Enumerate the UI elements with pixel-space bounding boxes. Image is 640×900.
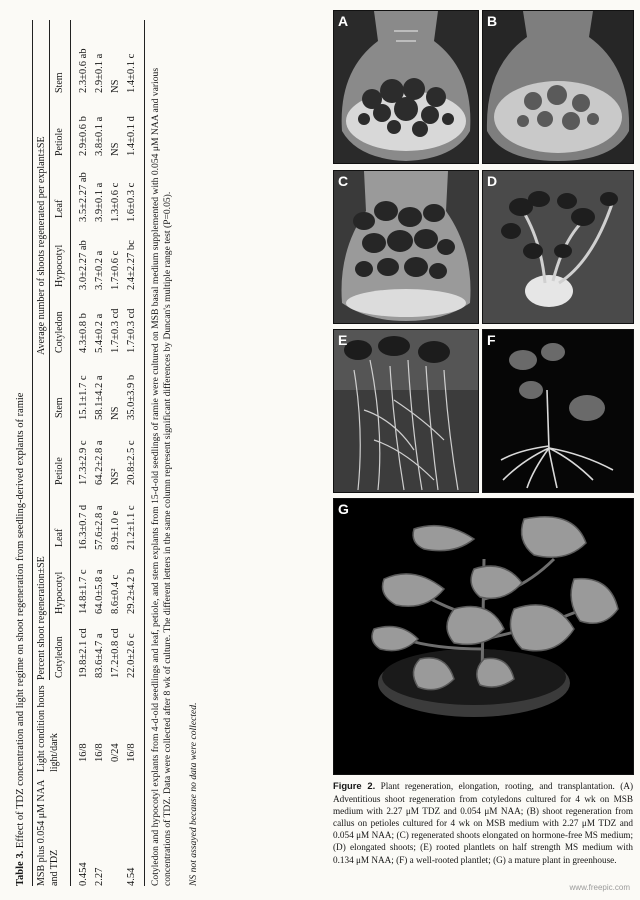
row3-p-stem: NS — [110, 406, 121, 420]
row4-a-cotyledon: 1.7±0.3 cd — [126, 308, 137, 353]
caption-title-rest: Plant regeneration, elongation, rooting, and transplantation. — [380, 781, 615, 791]
row2-p-leaf: 57.6±2.8 a — [94, 505, 105, 550]
panel-label-a: A — [338, 13, 349, 29]
col-hypocotyl: Hypocotyl — [54, 571, 65, 614]
figure-caption — [333, 780, 633, 866]
table-label: Table 3. — [15, 850, 26, 886]
table-ns-note: NS not assayed because no data were collected. — [188, 702, 199, 886]
callus-petiole-shoots-image — [483, 11, 633, 163]
row2-a-stem: 2.9±0.1 a — [94, 53, 105, 93]
row3-p-hypocotyl: 8.6±0.4 c — [110, 574, 121, 614]
row2-a-petiole: 3.8±0.1 a — [94, 116, 105, 156]
row1-a-hypocotyl: 3.0±2.27 ab — [78, 240, 89, 290]
table-rule-bottom — [144, 20, 145, 886]
row1-a-petiole: 2.9±0.6 b — [78, 116, 89, 156]
row1-light: 16/8 — [78, 743, 89, 762]
table-3 — [10, 10, 328, 890]
row3-p-leaf: 8.9±1.0 e — [110, 510, 121, 550]
row3-p-petiole: NS² — [110, 468, 121, 485]
caption-title: Figure 2. — [333, 780, 376, 791]
row3-a-petiole: NS — [110, 142, 121, 156]
photo-panel-e — [333, 329, 479, 493]
row3-light: 0/24 — [110, 743, 121, 762]
photo-panel-b — [482, 10, 634, 164]
row1-p-stem: 15.1±1.7 c — [78, 375, 89, 420]
col-leaf: Leaf — [54, 528, 65, 547]
caption-body: (A) Adventitious shoot regeneration from cotyledons cultured for 4 wk on MSB medium with 2.27 μM TDZ and 0.054 μM NAA; (B) shoot regeneration from callus on petioles cultured for 4 wk on MSB medium with 2.27 μM TDZ and 0.054 μM NAA; (C) regenerated shoots elongated on hormone-free MS medium; (D) elongated shoots; (E) rooted plantlets on half strength MS medium with 0.134 μM NAA; (F) a well-rooted plantlet; (G) a mature plant in greenhouse. — [333, 781, 634, 865]
row4-a-stem: 1.4±0.1 c — [126, 53, 137, 93]
row2-p-petiole: 64.2±2.8 a — [94, 440, 105, 485]
row3-a-cotyledon: 1.7±0.3 cd — [110, 308, 121, 353]
row1-p-cotyledon: 19.8±2.1 cd — [78, 628, 89, 678]
mature-plant-greenhouse-image — [334, 499, 633, 774]
row2-p-hypocotyl: 64.0±5.8 a — [94, 569, 105, 614]
row1-p-hypocotyl: 14.8±1.7 c — [78, 569, 89, 614]
row4-p-cotyledon: 22.0±2.6 c — [126, 633, 137, 678]
row2-a-cotyledon: 5.4±0.2 a — [94, 313, 105, 353]
well-rooted-plantlet-image — [483, 330, 633, 492]
panel-label-d: D — [487, 173, 498, 189]
rooted-plantlets-image — [334, 330, 478, 492]
watermark-text: www.freepic.com — [569, 883, 630, 892]
row3-a-stem: NS — [110, 79, 121, 93]
row2-a-hypocotyl: 3.7±0.2 a — [94, 250, 105, 290]
col-cotyledon-avg: Cotyledon — [54, 311, 65, 353]
row1-p-petiole: 17.3±2.9 c — [78, 440, 89, 485]
row2-p-cotyledon: 83.6±4.7 a — [94, 633, 105, 678]
row1-a-leaf: 3.5±2.27 ab — [78, 172, 89, 222]
header-average-group: Average number of shoots regenerated per explant±SE — [36, 136, 47, 355]
col-leaf-avg: Leaf — [54, 199, 65, 218]
header-percent-group: Percent shoot regeneration±SE — [36, 556, 47, 680]
row2-light: 16/8 — [94, 743, 105, 762]
row4-p-stem: 35.0±3.9 b — [126, 374, 137, 420]
panel-label-c: C — [338, 173, 349, 189]
elongated-shoots-image — [483, 171, 633, 323]
row4-a-hypocotyl: 2.4±2.27 bc — [126, 240, 137, 290]
header-light: Light condition hours light/dark — [36, 685, 60, 772]
table-footnote: Cotyledon and hypocotyl explants from 4-d-old seedlings and leaf, petiole, and stem explants from 15-d-old seedlings of ramie were cultured on MSB basal medium supplemented with 0.054 μM NAA and various concentrations of TDZ. Data were collected after 8 wk of culture. The different letters in the same column represent significant differences by Duncan's multiple range test (P=0.05). — [150, 67, 174, 886]
col-hypocotyl-avg: Hypocotyl — [54, 244, 65, 287]
row1-tdz: 0.454 — [78, 862, 89, 886]
col-petiole: Petiole — [54, 457, 65, 485]
percent-group-rule — [49, 355, 50, 680]
row3-p-cotyledon: 17.2±0.8 cd — [110, 628, 121, 678]
row1-a-cotyledon: 4.3±0.8 b — [78, 313, 89, 353]
table-rule-top — [32, 20, 33, 886]
flask-elongated-shoots-image — [334, 171, 478, 323]
table-title-text: Effect of TDZ concentration and light regime on shoot regeneration from seedling-derived explants of ramie — [15, 392, 26, 849]
row4-p-petiole: 20.8±2.5 c — [126, 440, 137, 485]
row2-p-stem: 58.1±4.2 a — [94, 375, 105, 420]
row4-tdz: 4.54 — [126, 867, 137, 886]
col-petiole-avg: Petiole — [54, 128, 65, 156]
row4-a-petiole: 1.4±0.1 d — [126, 116, 137, 156]
photo-panel-c — [333, 170, 479, 324]
table-title — [14, 393, 27, 886]
panel-label-b: B — [487, 13, 498, 29]
row1-p-leaf: 16.3±0.7 d — [78, 504, 89, 550]
row4-p-hypocotyl: 29.2±4.2 b — [126, 568, 137, 614]
flask-cotyledon-shoots-image — [334, 11, 478, 163]
panel-label-g: G — [338, 501, 349, 517]
table-rule-header — [70, 20, 71, 886]
photo-panel-g — [333, 498, 634, 775]
photo-panel-a — [333, 10, 479, 164]
col-stem: Stem — [54, 397, 65, 418]
row2-a-leaf: 3.9±0.1 a — [94, 182, 105, 222]
photo-panel-d — [482, 170, 634, 324]
panel-label-e: E — [338, 332, 348, 348]
row4-p-leaf: 21.2±1.1 c — [126, 505, 137, 550]
average-group-rule — [49, 20, 50, 355]
row4-a-leaf: 1.6±0.3 c — [126, 182, 137, 222]
col-cotyledon: Cotyledon — [54, 636, 65, 678]
row4-light: 16/8 — [126, 743, 137, 762]
header-treatment: MSB plus 0.054 μM NAA and TDZ — [36, 780, 60, 886]
col-stem-avg: Stem — [54, 72, 65, 93]
row3-a-leaf: 1.3±0.6 c — [110, 182, 121, 222]
photo-panel-f — [482, 329, 634, 493]
row3-a-hypocotyl: 1.7±0.6 c — [110, 250, 121, 290]
row1-a-stem: 2.3±0.6 ab — [78, 48, 89, 93]
row2-tdz: 2.27 — [94, 867, 105, 886]
panel-label-f: F — [487, 332, 496, 348]
